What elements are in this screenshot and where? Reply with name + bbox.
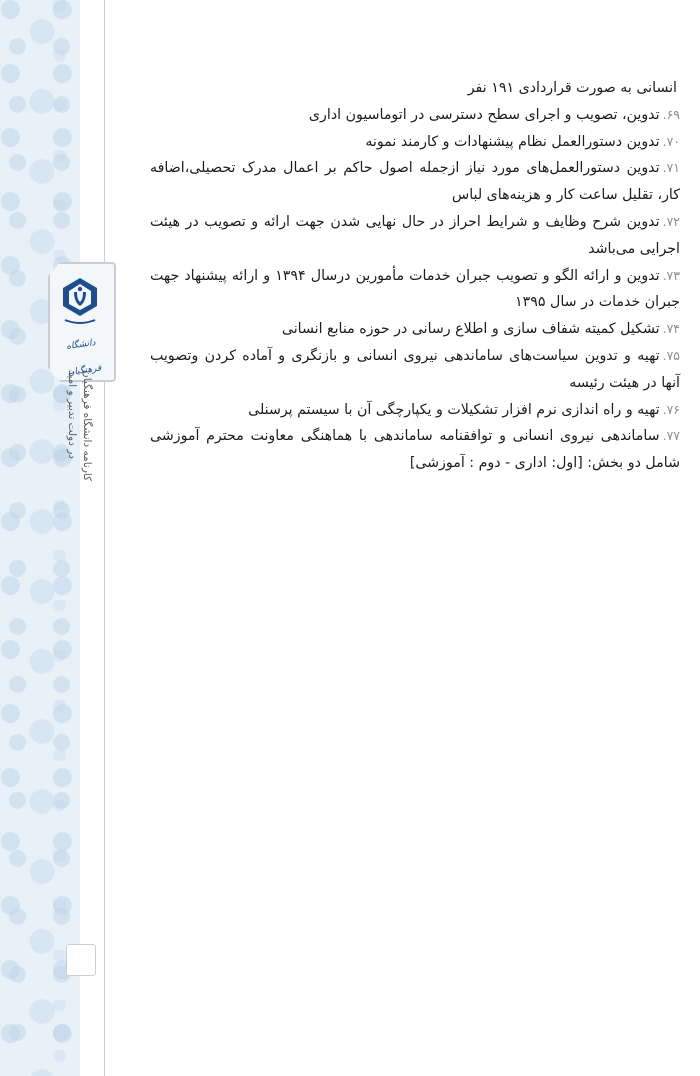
- item-text: ساماندهی نیروی انسانی و توافقنامه ساماندهی با هماهنگی معاونت محترم آموزشی شامل دو بخش: [اول: اداری - دوم : آموزشی]: [150, 428, 680, 472]
- university-logo-icon: [57, 276, 103, 326]
- item-number: ۷۲.: [662, 213, 680, 229]
- item-number: ۶۹.: [662, 106, 680, 122]
- decorative-pattern-band: [0, 0, 80, 1076]
- margin-gap: [80, 0, 104, 1076]
- logo-script: دانشگاه فرهنگیان: [65, 337, 103, 379]
- caption-line-2: در دولت تدبیر و امید: [66, 370, 78, 459]
- item-number: ۷۱.: [662, 160, 680, 176]
- item-text: انسانی به صورت قراردادی ۱۹۱ نفر: [467, 80, 677, 96]
- list-item: [150, 397, 680, 424]
- list-item: [150, 423, 680, 477]
- item-number: ۷۶.: [662, 401, 680, 417]
- page-number-tab: [66, 944, 96, 976]
- vertical-book-caption: [54, 370, 94, 520]
- item-text: تدوین شرح وظایف و شرایط احراز در حال نهایی شدن جهت ارائه و تصویب در هیئت اجرایی می‌باشد: [150, 213, 680, 257]
- item-number: ۷۷.: [662, 428, 680, 444]
- caption-line-1: کارنامه دانشگاه فرهنگیان: [81, 370, 93, 482]
- item-text: تهیه و راه اندازی نرم افزار تشکیلات و یکپارچگی آن با سیستم پرسنلی: [248, 401, 660, 418]
- item-text: تدوین، تصویب و اجرای سطح دسترسی در اتوماسیون اداری: [308, 106, 660, 123]
- list-item: [150, 263, 680, 317]
- item-number: ۷۴.: [662, 321, 680, 337]
- item-number: ۷۳.: [662, 267, 680, 283]
- list-item: [150, 316, 680, 343]
- margin-divider-line: [104, 0, 105, 1076]
- item-number: ۷۵.: [662, 347, 680, 363]
- item-text: تدوین و ارائه الگو و تصویب جبران خدمات مأمورین درسال ۱۳۹۴ و ارائه پیشنهاد جهت جبران خدمات در سال ۱۳۹۵: [150, 267, 680, 311]
- list-item: [150, 343, 680, 397]
- item-text: تهیه و تدوین سیاست‌های ساماندهی نیروی انسانی و بازنگری و آماده کردن وتصویب آنها در هیئت رئیسه: [150, 347, 680, 391]
- item-text: تدوین دستورالعمل‌های مورد نیاز ازجمله اصول حاکم بر اعمال مدرک تحصیلی،اضافه کار، تقلیل ساعت کار و هزینه‌های لباس: [150, 160, 680, 204]
- list-item: [150, 155, 680, 209]
- document-body: [150, 75, 680, 477]
- item-text: تدوین دستورالعمل نظام پیشنهادات و کارمند نمونه: [365, 133, 660, 150]
- item-text: تشکیل کمیته شفاف سازی و اطلاع رسانی در حوزه منابع انسانی: [281, 321, 660, 338]
- item-number: ۷۰.: [662, 133, 680, 149]
- list-item: [150, 102, 680, 129]
- list-item: [150, 209, 680, 263]
- list-item: [150, 129, 680, 156]
- list-item: [150, 75, 680, 102]
